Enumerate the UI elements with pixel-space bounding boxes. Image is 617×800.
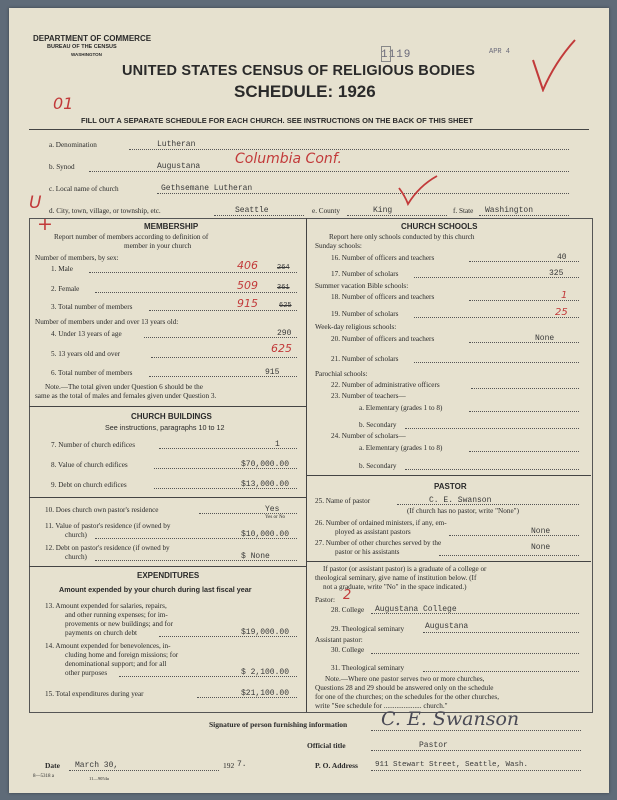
q12-label-1: 12. Debt on pastor's residence (if owned by <box>45 544 170 552</box>
q24-label: 24. Number of scholars— <box>331 432 406 440</box>
q6-value: 915 <box>265 368 280 377</box>
members-by-sex-label: Number of members, by sex: <box>35 254 119 262</box>
q10-label: 10. Does church own pastor's residence <box>45 506 159 514</box>
form-subtitle: SCHEDULE: 1926 <box>234 82 376 101</box>
q26-label-2: ployed as assistant pastors <box>335 528 411 536</box>
pastor-instruction-2: theological seminary, give name of institution below. (If <box>315 574 477 582</box>
official-title-label: Official title <box>307 741 346 750</box>
q29-label: 29. Theological seminary <box>331 625 405 633</box>
q25-note: (If church has no pastor, write "None") <box>407 507 519 515</box>
vacation-schools-label: Summer vacation Bible schools: <box>315 282 409 290</box>
q7-label: 7. Number of church edifices <box>51 441 136 449</box>
q13-line-2: and other running expenses; for im- <box>65 611 168 619</box>
q16-label: 16. Number of officers and teachers <box>331 254 435 262</box>
q1-old-value: 264 <box>277 264 290 272</box>
pastor-note-3: for one of the churches; on the schedules for the other churches, <box>315 693 500 701</box>
q20-line <box>469 342 579 343</box>
q4-label: 4. Under 13 years of age <box>51 330 122 338</box>
q18-label: 18. Number of officers and teachers <box>331 293 435 301</box>
q11-value: $10,000.00 <box>241 530 290 539</box>
age-header: Number of members under and over 13 years old: <box>35 318 179 326</box>
county-value: King <box>373 206 393 215</box>
q14-line-3: denominational support; and for all <box>65 660 167 668</box>
divider <box>29 497 307 498</box>
q3-value: 915 <box>237 297 258 310</box>
stamp-box <box>381 46 391 62</box>
assistant-pastor-label: Assistant pastor: <box>315 636 363 644</box>
q21-label: 21. Number of scholars <box>331 355 399 363</box>
state-value: Washington <box>485 206 534 215</box>
q19-label: 19. Number of scholars <box>331 310 399 318</box>
q3-line <box>149 310 297 311</box>
census-schedule-sheet <box>9 8 609 793</box>
q18-value: 1 <box>561 290 568 301</box>
q20-label: 20. Number of officers and teachers <box>331 335 435 343</box>
dept-label: DEPARTMENT OF COMMERCE <box>33 34 152 43</box>
q23b-line <box>405 428 579 429</box>
q7-value: 1 <box>275 440 280 449</box>
q13-line-3: provements or new buildings; and for <box>65 620 173 628</box>
signature-value: C. E. Swanson <box>381 708 520 730</box>
denomination-value: Lutheran <box>157 140 196 149</box>
pastor-instruction-3: not a graduate, write "No" in the space indicated.) <box>323 583 467 591</box>
q27-label-2: pastor or his assistants <box>335 548 400 556</box>
denomination-label: a. Denomination <box>49 141 97 149</box>
q4-line <box>144 337 297 338</box>
weekday-schools-label: Week-day religious schools: <box>315 323 397 331</box>
synod-line <box>89 171 569 172</box>
q23b-label: b. Secondary <box>359 421 397 429</box>
church-name-value: Gethsemane Lutheran <box>161 184 253 193</box>
q5-line <box>151 357 297 358</box>
q24a-label: a. Elementary (grades 1 to 8) <box>359 444 443 452</box>
date-label: Date <box>45 761 60 770</box>
pastor-title: PASTOR <box>434 482 467 491</box>
q10-line <box>199 513 297 514</box>
q8-label: 8. Value of church edifices <box>51 461 128 469</box>
checkmark-icon <box>529 38 577 92</box>
form-number: 8—5318 a <box>33 774 54 779</box>
q2-value: 509 <box>237 279 258 292</box>
year-prefix: 192 <box>223 761 235 770</box>
margin-note-01: 01 <box>53 94 74 113</box>
q22-label: 22. Number of administrative officers <box>331 381 440 389</box>
divider <box>29 566 307 567</box>
state-label: f. State <box>453 207 474 215</box>
q24a-line <box>469 451 579 452</box>
city-field-label: d. City, town, village, or township, etc. <box>49 207 161 215</box>
q2-line <box>95 292 297 293</box>
address-label: P. O. Address <box>315 761 358 770</box>
signature-line <box>371 730 581 731</box>
form-title: UNITED STATES CENSUS OF RELIGIOUS BODIES <box>122 63 476 79</box>
q29-line <box>423 632 579 633</box>
q30-label: 30. College <box>331 646 365 654</box>
q13-line-4: payments on church debt <box>65 629 138 637</box>
divider <box>29 406 307 407</box>
state-line <box>479 215 569 216</box>
q20-value: None <box>535 334 555 343</box>
denomination-line <box>129 149 569 150</box>
q15-value: $21,100.00 <box>241 689 290 698</box>
pastor-instruction-1: If pastor (or assistant pastor) is a graduate of a college or <box>323 565 487 573</box>
q1-label: 1. Male <box>51 265 73 273</box>
official-title-line <box>371 750 581 751</box>
q14-line-4: other purposes <box>65 669 108 677</box>
county-line <box>347 215 447 216</box>
q27-label-1: 27. Number of other churches served by the <box>315 539 442 547</box>
sunday-schools-label: Sunday schools: <box>315 242 362 250</box>
synod-label: b. Synod <box>49 163 75 171</box>
q27-value: None <box>531 543 551 552</box>
q1-value: 406 <box>237 259 258 272</box>
stamp-number: 1119 <box>381 49 412 61</box>
q9-label: 9. Debt on church edifices <box>51 481 127 489</box>
q5-value: 625 <box>271 342 292 355</box>
q24b-line <box>405 469 579 470</box>
q23-label: 23. Number of teachers— <box>331 392 406 400</box>
q31-line <box>423 671 579 672</box>
q2-label: 2. Female <box>51 285 80 293</box>
expenditures-title: EXPENDITURES <box>137 571 200 580</box>
q3-old-value: 625 <box>279 302 292 310</box>
q24b-label: b. Secondary <box>359 462 397 470</box>
q13-value: $19,000.00 <box>241 628 290 637</box>
q19-value: 25 <box>555 307 568 318</box>
address-value: 911 Stewart Street, Seattle, Wash. <box>375 761 529 769</box>
expenditures-subtitle: Amount expended by your church during last fiscal year <box>59 585 252 594</box>
q22-line <box>471 388 579 389</box>
yes-no-hint: Yes or No <box>265 515 286 520</box>
q10-value: Yes <box>265 505 280 514</box>
church-name-line <box>157 193 569 194</box>
q28-value: Augustana College <box>375 605 457 614</box>
pastor-sublabel: Pastor: <box>315 596 335 604</box>
church-name-label: c. Local name of church <box>49 185 119 193</box>
q25-label: 25. Name of pastor <box>315 497 371 505</box>
q26-line <box>449 535 579 536</box>
buildings-title: CHURCH BUILDINGS <box>131 412 212 421</box>
q2-old-value: 361 <box>277 284 290 292</box>
q11-label-1: 11. Value of pastor's residence (if owned by <box>45 522 171 530</box>
q3-label: 3. Total number of members <box>51 303 133 311</box>
q21-line <box>414 362 579 363</box>
pastor-note-2: Questions 28 and 29 should be answered only on the schedule <box>315 684 494 692</box>
divider <box>306 561 591 562</box>
year-value: 7. <box>237 760 247 769</box>
q14-value: $ 2,100.00 <box>241 668 290 677</box>
q13-line-1: 13. Amount expended for salaries, repairs, <box>45 602 167 610</box>
divider <box>306 475 591 476</box>
q28-label: 28. College <box>331 606 365 614</box>
q26-label-1: 26. Number of ordained ministers, if any, em- <box>315 519 447 527</box>
parochial-schools-label: Parochial schools: <box>315 370 368 378</box>
pastor-note-1: Note.—Where one pastor serves two or more churches, <box>325 675 485 683</box>
schools-intro: Report here only schools conducted by this church <box>329 233 475 241</box>
official-title-value: Pastor <box>419 741 448 750</box>
q15-label: 15. Total expenditures during year <box>45 690 144 698</box>
city-value: Seattle <box>235 206 269 215</box>
q29-value: Augustana <box>425 622 469 631</box>
q25-value: C. E. Swanson <box>429 496 492 505</box>
q4-value: 290 <box>277 329 292 338</box>
stamp-date: APR 4 <box>489 48 511 56</box>
q11-label-2: church) <box>65 531 87 539</box>
pastor-note-4: write "See schedule for ..................... church." <box>315 702 448 710</box>
synod-value: Augustana <box>157 162 201 171</box>
q17-value: 325 <box>549 269 564 278</box>
schools-title: CHURCH SCHOOLS <box>401 222 478 231</box>
q6-label: 6. Total number of members <box>51 369 133 377</box>
q14-line-1: 14. Amount expended for benevolences, in- <box>45 642 171 650</box>
q12-label-2: church) <box>65 553 87 561</box>
column-divider <box>306 218 307 712</box>
q16-value: 40 <box>557 253 567 262</box>
q14-line-2: cluding home and foreign missions; for <box>65 651 179 659</box>
city-line <box>214 215 304 216</box>
county-label: e. County <box>312 207 340 215</box>
q12-value: $ None <box>241 552 270 561</box>
margin-note-u: U <box>29 193 42 213</box>
date-value: March 30, <box>75 761 119 770</box>
q5-label: 5. 13 years old and over <box>51 350 121 358</box>
membership-note-2: same as the total of males and females given under Question 3. <box>35 392 217 400</box>
bureau-label: BUREAU OF THE CENSUS <box>47 44 117 50</box>
checkmark-icon <box>397 174 439 206</box>
membership-intro-1: Report number of members according to definition of <box>54 233 209 241</box>
print-number: 11—9054a <box>89 776 109 781</box>
synod-handwritten-note: Columbia Conf. <box>235 151 342 167</box>
membership-note-1: Note.—The total given under Question 6 should be the <box>45 383 203 391</box>
membership-intro-2: member in your church <box>124 242 192 250</box>
instruction-line: FILL OUT A SEPARATE SCHEDULE FOR EACH CHURCH. SEE INSTRUCTIONS ON THE BACK OF THIS SHEET <box>81 116 473 125</box>
membership-title: MEMBERSHIP <box>144 222 199 231</box>
q26-value: None <box>531 527 551 536</box>
margin-note-plus: + <box>37 213 53 235</box>
divider <box>29 129 589 130</box>
q17-label: 17. Number of scholars <box>331 270 399 278</box>
q31-label: 31. Theological seminary <box>331 664 405 672</box>
q1-line <box>89 272 297 273</box>
pastor-mark: 2 <box>343 588 352 603</box>
q23a-label: a. Elementary (grades 1 to 8) <box>359 404 443 412</box>
q23a-line <box>469 411 579 412</box>
signature-label: Signature of person furnishing information <box>209 720 348 729</box>
address-line <box>371 770 581 771</box>
date-line <box>69 770 219 771</box>
city-label: WASHINGTON <box>71 52 102 57</box>
q30-line <box>371 653 579 654</box>
q9-value: $13,000.00 <box>241 480 290 489</box>
q8-value: $70,000.00 <box>241 460 290 469</box>
q27-line <box>439 555 579 556</box>
buildings-subtitle: See instructions, paragraphs 10 to 12 <box>105 423 225 432</box>
